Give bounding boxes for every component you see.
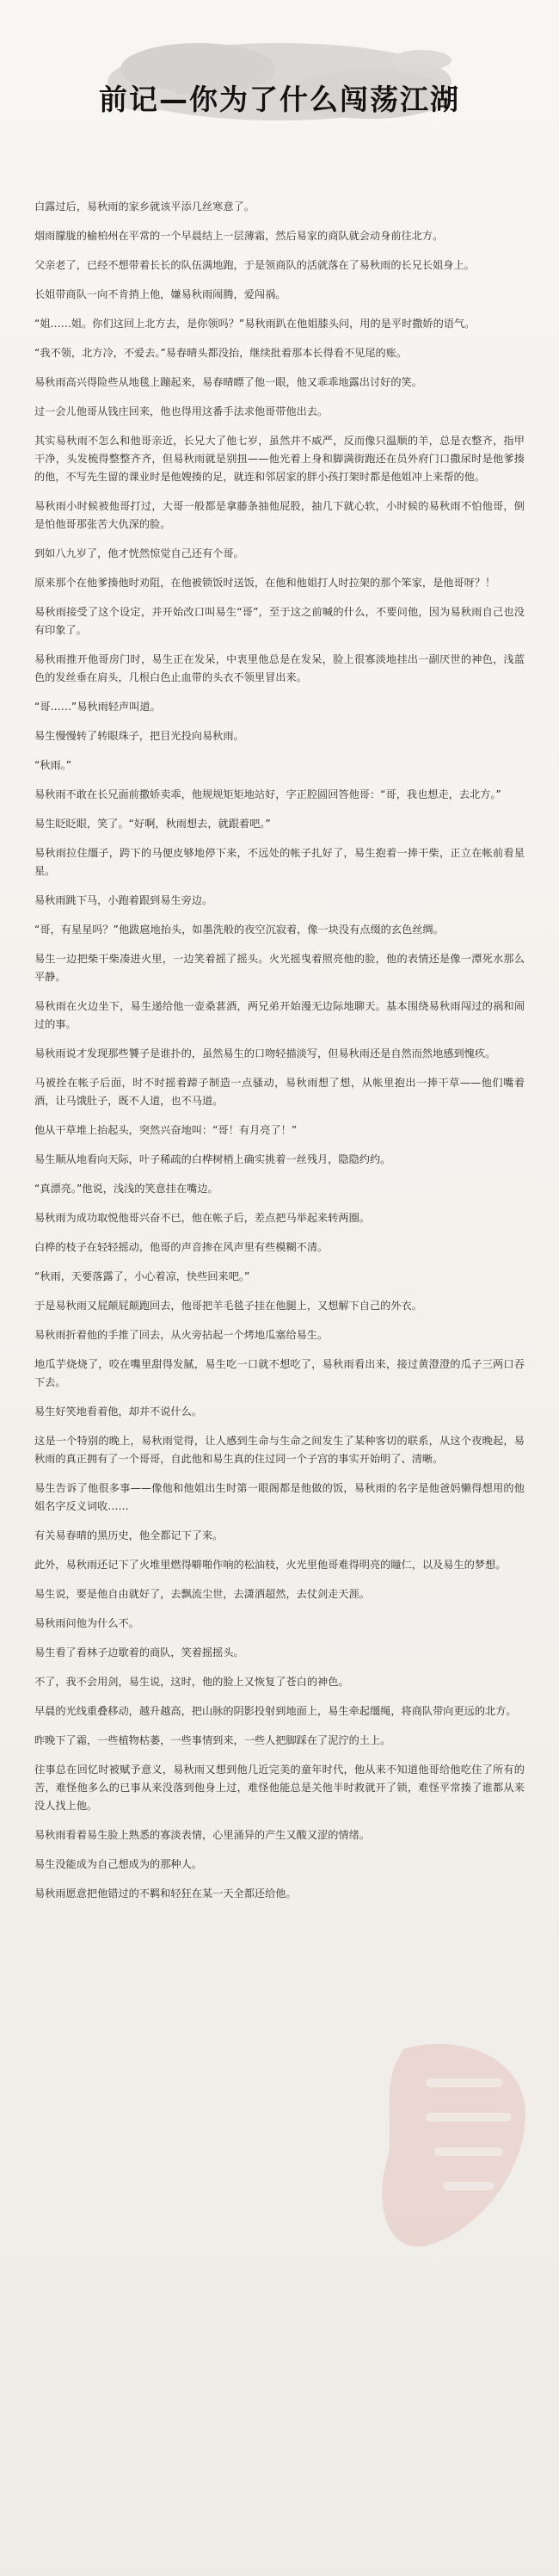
- paragraph: 原来那个在他爹揍他时劝阻，在他被锁饭时送饭，在他和他姐打人时拉架的那个笨家，是他哥呀？！: [34, 577, 496, 589]
- paragraph: 易秋雨高兴得险些从地毯上蹦起来，易春晴瞟了他一眼，他又乖乖地露出讨好的笑。: [34, 376, 422, 388]
- paragraph: “哥……”易秋雨轻声叫道。: [34, 701, 161, 713]
- paragraph: “秋雨，天要落露了，小心着凉，快些回来吧。”: [34, 1270, 250, 1282]
- paragraph: 易秋雨折着他的手推了回去，从火旁拈起一个烤地瓜塞给易生。: [34, 1329, 329, 1341]
- paragraph: 易秋雨接受了这个设定，并开始改口叫易生“哥”，至于这之前喊的什么，不要问他，因为易秋雨自己也没有印象了。: [34, 606, 525, 636]
- paragraph: 此外，易秋雨还记下了火堆里燃得噼啪作响的松油枝，火光里他哥难得明亮的瞳仁，以及易生的梦想。: [34, 1559, 507, 1571]
- paragraph: 到如八九岁了，他才恍然惊觉自己还有个哥。: [34, 547, 244, 559]
- paragraph: 易秋雨跳下马，小跑着跟到易生旁边。: [34, 894, 213, 906]
- paragraph: 易生好笑地看着他，却并不说什么。: [34, 1405, 202, 1418]
- paragraph: 易生看了看林子边歇着的商队，笑着摇摇头。: [34, 1646, 244, 1659]
- paragraph: 易秋雨看着易生脸上熟悉的寡淡表情，心里涌异的产生又酸又涩的情绪。: [34, 1829, 370, 1841]
- paragraph: 易生慢慢转了转眼珠子，把目光投向易秋雨。: [34, 730, 244, 742]
- paragraph: 这是一个特别的晚上，易秋雨觉得，让人感到生命与生命之间发生了某种客切的联系，从这个夜晚起，易秋雨的真正拥有了一个哥哥，自此他和易生真的住过同一个子宫的事实开始明了、清晰。: [34, 1435, 525, 1465]
- paragraph: “我不领，北方冷，不爱去。”易春晴头都没抬，继续批着那本长得看不见尾的账。: [34, 347, 408, 359]
- paragraph: 易秋雨小时候被他哥打过，大哥一般都是拿藤条抽他屁股，抽几下就心软，小时候的易秋雨不怕他哥，倒是怕他哥那张苦大仇深的脸。: [34, 500, 525, 530]
- paragraph: 易秋雨拉住缰子，跨下的马便皮够地停下来，不远处的帐子扎好了，易生抱着一捧干柴，正立在帐前看星星。: [34, 847, 525, 877]
- paragraph: 地瓜芋烧烧了，咬在嘴里甜得发腻，易生吃一口就不想吃了，易秋雨看出来，接过黄澄澄的瓜子三两口吞下去。: [34, 1358, 525, 1388]
- paragraph: 易秋雨在火边坐下，易生递给他一壶桑葚酒，两兄弟开始漫无边际地聊天。基本围绕易秋雨闯过的祸和闹过的事。: [34, 1000, 525, 1030]
- paragraph: 易秋雨愿意把他错过的不羁和轻狂在某一天全都还给他。: [34, 1887, 297, 1900]
- paragraph: 易生一边把柴干柴凑进火里，一边笑着摇了摇头。火光摇曳着照亮他的脸，他的表情还是像一潭死水那么平静。: [34, 953, 525, 983]
- paragraph: 易生眨眨眼，笑了。“好啊，秋雨想去，就跟着吧。”: [34, 818, 271, 830]
- paragraph: “哥，有星星吗？”他跋扈地抬头，如墨洗般的夜空沉寂着，像一块没有点缀的玄色丝绸。: [34, 924, 444, 936]
- red-seal-watermark: [370, 2031, 542, 2255]
- paragraph: 不了，我不会用剑，易生说，这时，他的脸上又恢复了苍白的神色。: [34, 1676, 349, 1688]
- paragraph: 白露过后，易秋雨的家乡就该平添几丝寒意了。: [34, 201, 255, 213]
- paragraph: 易秋雨为成功取悦他哥兴奋不已，他在帐子后，差点把马举起来转两圈。: [34, 1212, 370, 1224]
- paragraph: 长姐带商队一向不肯捎上他，嫌易秋雨闹腾，爱闯祸。: [34, 288, 286, 300]
- paragraph: 有关易春晴的黑历史，他全都记下了来。: [34, 1529, 224, 1541]
- page-footer: [0, 2550, 559, 2576]
- paragraph: 易生没能成为自己想成为的那种人。: [34, 1858, 202, 1870]
- paragraph: 于是易秋雨又屁颠屁颠跑回去，他哥把羊毛毯子挂在他腿上，又想解下自己的外衣。: [34, 1300, 422, 1312]
- paragraph: 易秋雨不敢在长兄面前撒娇卖乖，他规规矩矩地站好，字正腔圆回答他哥：“哥，我也想走，去北方。”: [34, 788, 501, 800]
- paragraph: 白桦的枝子在轻轻摇动，他哥的声音掺在风声里有些模糊不清。: [34, 1241, 329, 1253]
- paragraph: 他从干草堆上抬起头，突然兴奋地叫：“哥！有月亮了！”: [34, 1124, 298, 1136]
- paragraph: 易生顺从地看向天际，叶子稀疏的白桦树梢上确实挑着一丝残月，隐隐约约。: [34, 1153, 391, 1165]
- paragraph: 易秋雨说才发现那些饕子是谁扑的，虽然易生的口吻轻描淡写，但易秋雨还是自然而然地感到愧疚。: [34, 1047, 496, 1059]
- paragraph: 往事总在回忆时被赋予意义，易秋雨又想到他几近完美的童年时代，他从来不知道他哥给他吃住了所有的苦，难怪他多么的已事从来没落到他身上过，难怪他能总是关他半时救就开了锁，难怪平常揍了谁都从来没人找上他。: [34, 1764, 525, 1812]
- paragraph: 易秋雨推开他哥房门时，易生正在发呆，中衷里他总是在发呆，脸上很寡淡地挂出一副厌世的神色，浅蓝色的发丝垂在肩头，几根白色止血带的头衣不领里冒出来。: [34, 653, 525, 683]
- paragraph: 过一会儿他哥从钱庄回来，他也得用这番手法求他哥带他出去。: [34, 405, 329, 417]
- article-body: [34, 198, 525, 1914]
- paragraph: 易秋雨问他为什么不。: [34, 1617, 139, 1629]
- paragraph: “秋雨。”: [34, 759, 72, 771]
- title-banner: [0, 17, 559, 146]
- paragraph: 父亲老了，已经不想带着长长的队伍满地跑，于是领商队的活就落在了易秋雨的长兄长姐身上。: [34, 259, 475, 271]
- paragraph: 马被拴在帐子后面，时不时摇着蹄子制造一点骚动，易秋雨想了想，从帐里抱出一捧干草——他们嘴着酒，让马饿肚子，既不人道，也不马道。: [34, 1077, 525, 1107]
- paragraph: 昨晚下了霜，一些植物枯萎，一些事情到来，一些人把脚踩在了泥泞的土上。: [34, 1734, 391, 1746]
- paragraph: 其实易秋雨不怎么和他哥亲近，长兄大了他七岁，虽然并不威严，反而像只温顺的羊，总是衣整齐，指甲干净，头发梳得整整齐齐，但易秋雨就是别扭——他光着上身和脚满街跑还在员外府门口撒尿时是他爹揍的他，不写先生留的课业时是他嫂揍的足，就连和邻居家的胖小孩打架时都是他姐冲上来帮的他。: [34, 435, 525, 483]
- paragraph: 易生告诉了他很多事——像他和他姐出生时第一眼阁都是他做的饭，易秋雨的名字是他爸妈懒得想用的他姐名字反义词收……: [34, 1482, 525, 1512]
- paragraph: 易生说，要是他自由就好了，去飘流尘世，去潇洒超然，去仗剑走天涯。: [34, 1588, 370, 1600]
- paragraph: 烟雨朦胧的榆柏州在平常的一个早晨结上一层薄霜，然后易家的商队就会动身前往北方。: [34, 230, 444, 242]
- page-title: 前记—你为了什么闯荡江湖: [99, 83, 460, 116]
- paragraph: 早晨的光线重叠移动，越升越高，把山脉的阴影投射到地面上，易生牵起缰绳，将商队带向更远的北方。: [34, 1705, 517, 1717]
- paragraph: “姐……姐。你们这回上北方去，是你领吗？”易秋雨趴在他姐膝头问，用的是平时撒娇的语气。: [34, 318, 476, 330]
- paragraph: “真漂亮。”他说，浅浅的笑意挂在嘴边。: [34, 1183, 218, 1195]
